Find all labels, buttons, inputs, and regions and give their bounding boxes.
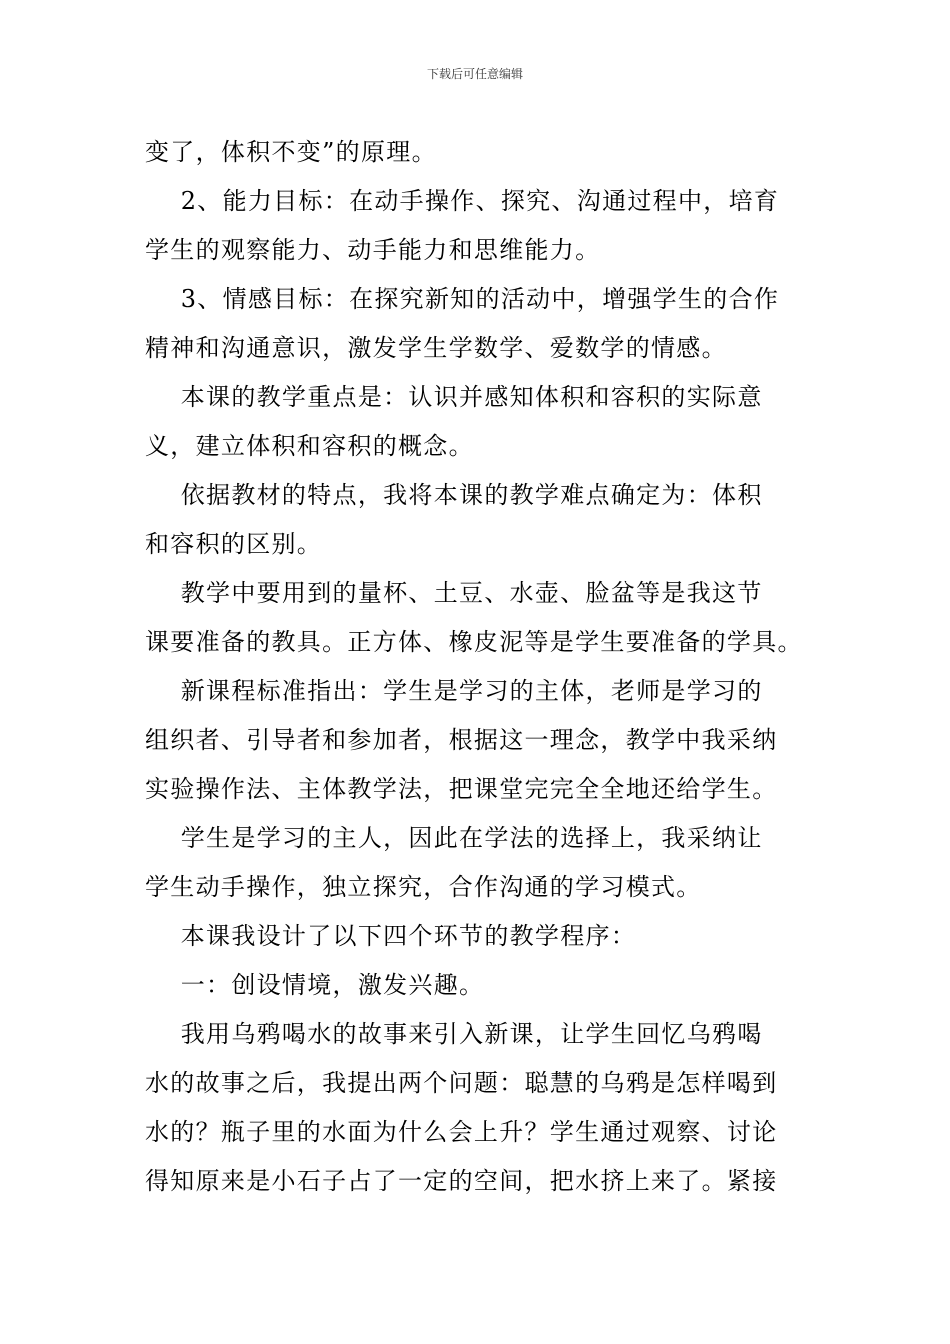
- text-line: 实验操作法、主体教学法，把课堂完完全全地还给学生。: [145, 775, 778, 803]
- text-line: 和容积的区别。: [145, 530, 323, 558]
- text-line: 精神和沟通意识，激发学生学数学、爱数学的情感。: [145, 334, 727, 362]
- text-line: 本课我设计了以下四个环节的教学程序：: [145, 922, 637, 950]
- document-body: [145, 128, 807, 1206]
- text-line: 变了，体积不变”的原理。: [145, 138, 437, 166]
- text-line: 3、情感目标：在探究新知的活动中，增强学生的合作: [145, 285, 780, 313]
- text-line: 本课的教学重点是：认识并感知体积和容积的实际意: [145, 383, 763, 411]
- text-line: 我用乌鸦喝水的故事来引入新课，让学生回忆乌鸦喝: [145, 1020, 763, 1048]
- text-line: 义，建立体积和容积的概念。: [145, 432, 474, 460]
- page-header: 下载后可任意编辑: [426, 67, 523, 81]
- text-line: 一：创设情境，激发兴趣。: [145, 971, 485, 999]
- text-line: 水的？瓶子里的水面为什么会上升？学生通过观察、讨论: [145, 1118, 778, 1146]
- text-line: 水的故事之后，我提出两个问题：聪慧的乌鸦是怎样喝到: [145, 1069, 778, 1097]
- text-line: 组织者、引导者和参加者，根据这一理念，教学中我采纳: [145, 726, 778, 754]
- text-line: 新课程标准指出：学生是学习的主体，老师是学习的: [145, 677, 763, 705]
- text-line: 教学中要用到的量杯、土豆、水壶、脸盆等是我这节: [145, 579, 763, 607]
- text-line: 学生是学习的主人，因此在学法的选择上，我采纳让: [145, 824, 763, 852]
- text-line: 2、能力目标：在动手操作、探究、沟通过程中，培育: [145, 187, 780, 215]
- text-line: 得知原来是小石子占了一定的空间，把水挤上来了。紧接: [145, 1167, 778, 1195]
- text-line: 依据教材的特点，我将本课的教学难点确定为：体积: [145, 481, 763, 509]
- text-line: 课要准备的教具。正方体、橡皮泥等是学生要准备的学具。: [145, 628, 803, 656]
- text-line: 学生动手操作，独立探究，合作沟通的学习模式。: [145, 873, 702, 901]
- text-line: 学生的观察能力、动手能力和思维能力。: [145, 236, 601, 264]
